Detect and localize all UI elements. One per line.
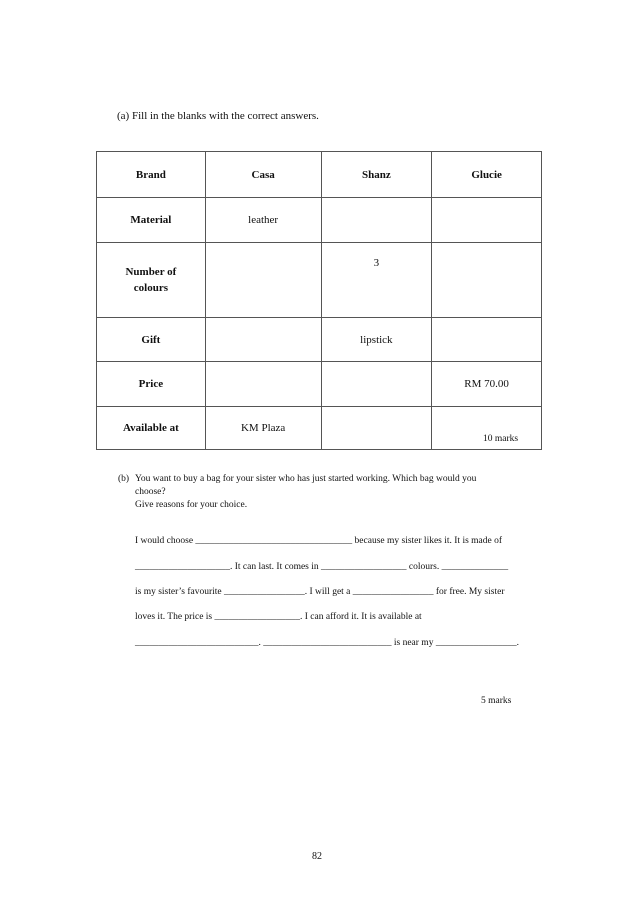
question-line-3: Give reasons for your choice. [135,500,248,510]
table-row-material [97,198,542,243]
cell-glucie-colours [432,243,542,318]
header-glucie: Glucie [432,152,542,198]
row-label-material: Material [97,198,206,243]
cell-shanz-gift: lipstick [321,318,432,362]
cell-casa-gift [205,318,321,362]
table-row-price [97,362,542,407]
header-casa: Casa [205,152,321,198]
header-brand: Brand [97,152,206,198]
cell-casa-price [205,362,321,407]
fill-line-3: is my sister’s favourite _________________. I will get a _________________ for free. My sister [135,587,505,597]
page-number: 82 [312,851,322,862]
cell-glucie-material [432,198,542,243]
part-b-label: (b) [118,474,130,484]
row-label-available: Available at [97,407,206,450]
cell-casa-available: KM Plaza [205,407,321,450]
part-a-instruction: (a) Fill in the blanks with the correct answers. [117,110,319,122]
cell-casa-colours [205,243,321,318]
cell-shanz-material [321,198,432,243]
header-shanz: Shanz [321,152,432,198]
table-row-gift [97,318,542,362]
fill-line-5: __________________________. ___________________________ is near my _________________. [135,638,519,648]
table-row-colours [97,243,542,318]
cell-casa-material: leather [205,198,321,243]
row-label-price: Price [97,362,206,407]
table-row-available [97,407,542,450]
cell-shanz-colours: 3 [321,243,432,318]
row-label-colours-line2: colours [133,282,168,294]
question-line-1: You want to buy a bag for your sister who has just started working. Which bag would you [135,474,477,484]
cell-glucie-price: RM 70.00 [432,362,542,407]
fill-line-1: I would choose _________________________________ because my sister likes it. It is made of [135,536,503,546]
cell-shanz-available [321,407,432,450]
cell-glucie-gift [432,318,542,362]
part-a-marks: 10 marks [483,434,519,444]
row-label-colours [97,243,206,318]
part-b-question-text [135,473,535,512]
row-label-colours-line1: Number of [125,266,177,278]
cell-shanz-price [321,362,432,407]
table-header-row [97,152,542,198]
fill-line-4: loves it. The price is __________________. I can afford it. It is available at [135,612,422,622]
row-label-gift: Gift [97,318,206,362]
fill-line-2: ____________________. It can last. It comes in __________________ colours. ______________ [135,562,509,572]
question-line-2: choose? [135,487,166,497]
part-b-marks: 5 marks [481,696,512,706]
brand-comparison-table [96,151,542,450]
